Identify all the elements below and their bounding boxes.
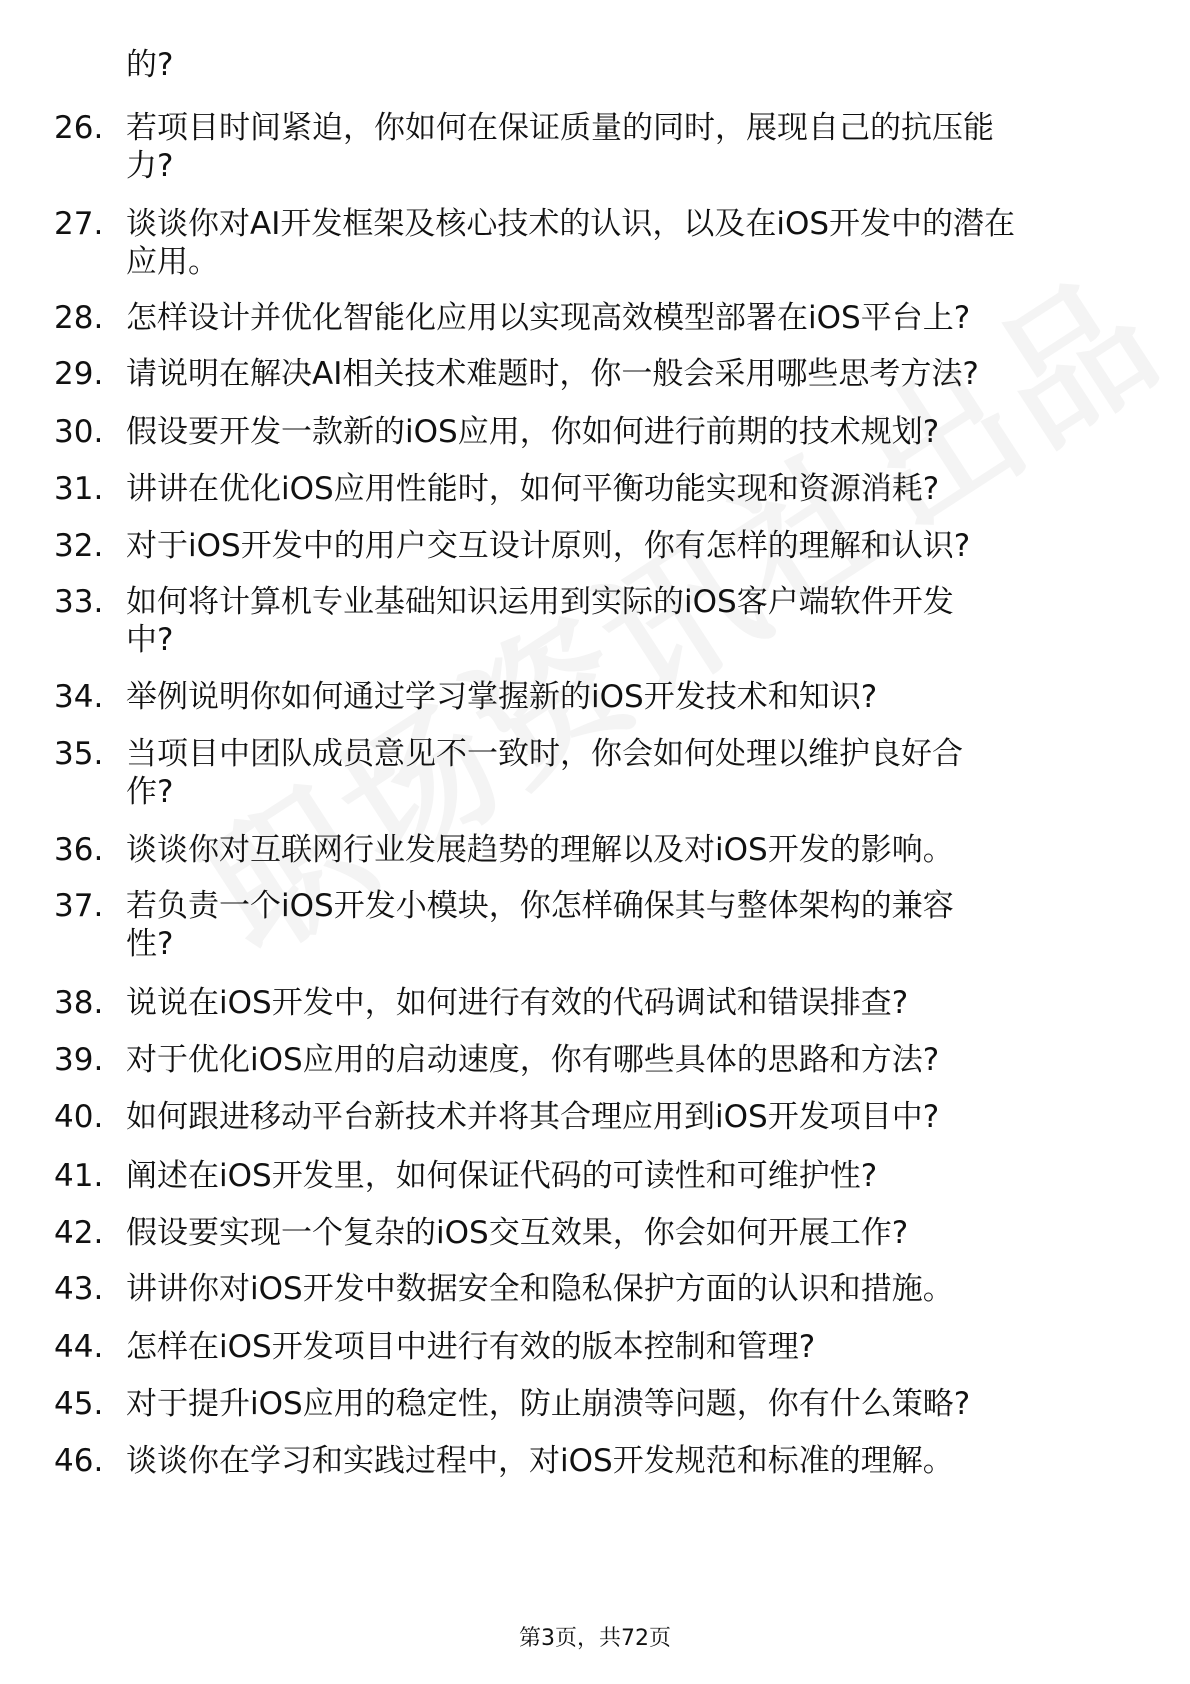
question-text-line: 中? [126, 622, 174, 658]
question-number: 39. [54, 1042, 104, 1078]
question-number: 31. [54, 471, 104, 507]
question-text-line: 力? [126, 148, 174, 184]
question-number: 32. [54, 528, 104, 564]
question-text-line: 应用。 [126, 244, 219, 280]
question-text [126, 109, 1136, 185]
question-text [126, 984, 1136, 1022]
question-text-line: 对于iOS开发中的用户交互设计原则，你有怎样的理解和认识? [126, 528, 971, 564]
question-number: 41. [54, 1158, 104, 1194]
question-text [126, 413, 1136, 451]
continuation-text: 的? [126, 47, 174, 83]
question-number: 27. [54, 206, 104, 242]
question-number: 37. [54, 888, 104, 924]
question-number: 40. [54, 1099, 104, 1135]
question-text-line: 如何将计算机专业基础知识运用到实际的iOS客户端软件开发 [126, 584, 954, 620]
question-number: 33. [54, 584, 104, 620]
question-text [126, 299, 1136, 337]
question-text-line: 性? [126, 926, 174, 962]
question-number: 43. [54, 1271, 104, 1307]
question-text [126, 527, 1136, 565]
question-number: 46. [54, 1443, 104, 1479]
question-number: 26. [54, 110, 104, 146]
question-number: 36. [54, 832, 104, 868]
question-text-line: 阐述在iOS开发里，如何保证代码的可读性和可维护性? [126, 1158, 878, 1194]
question-text-line: 若项目时间紧迫，你如何在保证质量的同时，展现自己的抗压能 [126, 110, 994, 146]
question-text-line: 讲讲在优化iOS应用性能时，如何平衡功能实现和资源消耗? [126, 471, 940, 507]
question-text [126, 887, 1136, 963]
question-number: 44. [54, 1329, 104, 1365]
question-text-line: 谈谈你在学习和实践过程中，对iOS开发规范和标准的理解。 [126, 1443, 954, 1479]
question-text [126, 355, 1136, 393]
question-text-line: 说说在iOS开发中，如何进行有效的代码调试和错误排查? [126, 985, 909, 1021]
question-text-line: 讲讲你对iOS开发中数据安全和隐私保护方面的认识和措施。 [126, 1271, 954, 1307]
question-text-line: 当项目中团队成员意见不一致时，你会如何处理以维护良好合 [126, 736, 963, 772]
question-text-line: 作? [126, 774, 174, 810]
question-text-line: 如何跟进移动平台新技术并将其合理应用到iOS开发项目中? [126, 1099, 940, 1135]
question-text-line: 举例说明你如何通过学习掌握新的iOS开发技术和知识? [126, 679, 878, 715]
question-text [126, 1270, 1136, 1308]
question-number: 45. [54, 1386, 104, 1422]
question-text-line: 若负责一个iOS开发小模块，你怎样确保其与整体架构的兼容 [126, 888, 954, 924]
question-text-line: 假设要开发一款新的iOS应用，你如何进行前期的技术规划? [126, 414, 940, 450]
question-text-line: 请说明在解决AI相关技术难题时，你一般会采用哪些思考方法? [126, 356, 979, 392]
question-text [126, 1098, 1136, 1136]
question-text-line: 谈谈你对AI开发框架及核心技术的认识，以及在iOS开发中的潜在 [126, 206, 1016, 242]
question-number: 35. [54, 736, 104, 772]
question-text [126, 1214, 1136, 1252]
question-text-line: 对于提升iOS应用的稳定性，防止崩溃等问题，你有什么策略? [126, 1386, 971, 1422]
question-number: 34. [54, 679, 104, 715]
question-number: 38. [54, 985, 104, 1021]
question-number: 29. [54, 356, 104, 392]
question-text [126, 1157, 1136, 1195]
question-text [126, 735, 1136, 811]
page-footer: 第3页，共72页 [519, 1626, 671, 1651]
question-number: 28. [54, 300, 104, 336]
question-text-line: 怎样设计并优化智能化应用以实现高效模型部署在iOS平台上? [126, 300, 971, 336]
question-text-line: 对于优化iOS应用的启动速度，你有哪些具体的思路和方法? [126, 1042, 940, 1078]
question-text-line: 假设要实现一个复杂的iOS交互效果，你会如何开展工作? [126, 1215, 909, 1251]
question-text-line: 怎样在iOS开发项目中进行有效的版本控制和管理? [126, 1329, 816, 1365]
question-text [126, 678, 1136, 716]
question-number: 30. [54, 414, 104, 450]
question-text [126, 831, 1136, 869]
question-text [126, 1328, 1136, 1366]
question-text [126, 1385, 1136, 1423]
question-text [126, 205, 1136, 281]
question-text [126, 1041, 1136, 1079]
question-text [126, 470, 1136, 508]
question-text-line: 谈谈你对互联网行业发展趋势的理解以及对iOS开发的影响。 [126, 832, 954, 868]
question-number: 42. [54, 1215, 104, 1251]
question-text [126, 1442, 1136, 1480]
question-text [126, 583, 1136, 659]
